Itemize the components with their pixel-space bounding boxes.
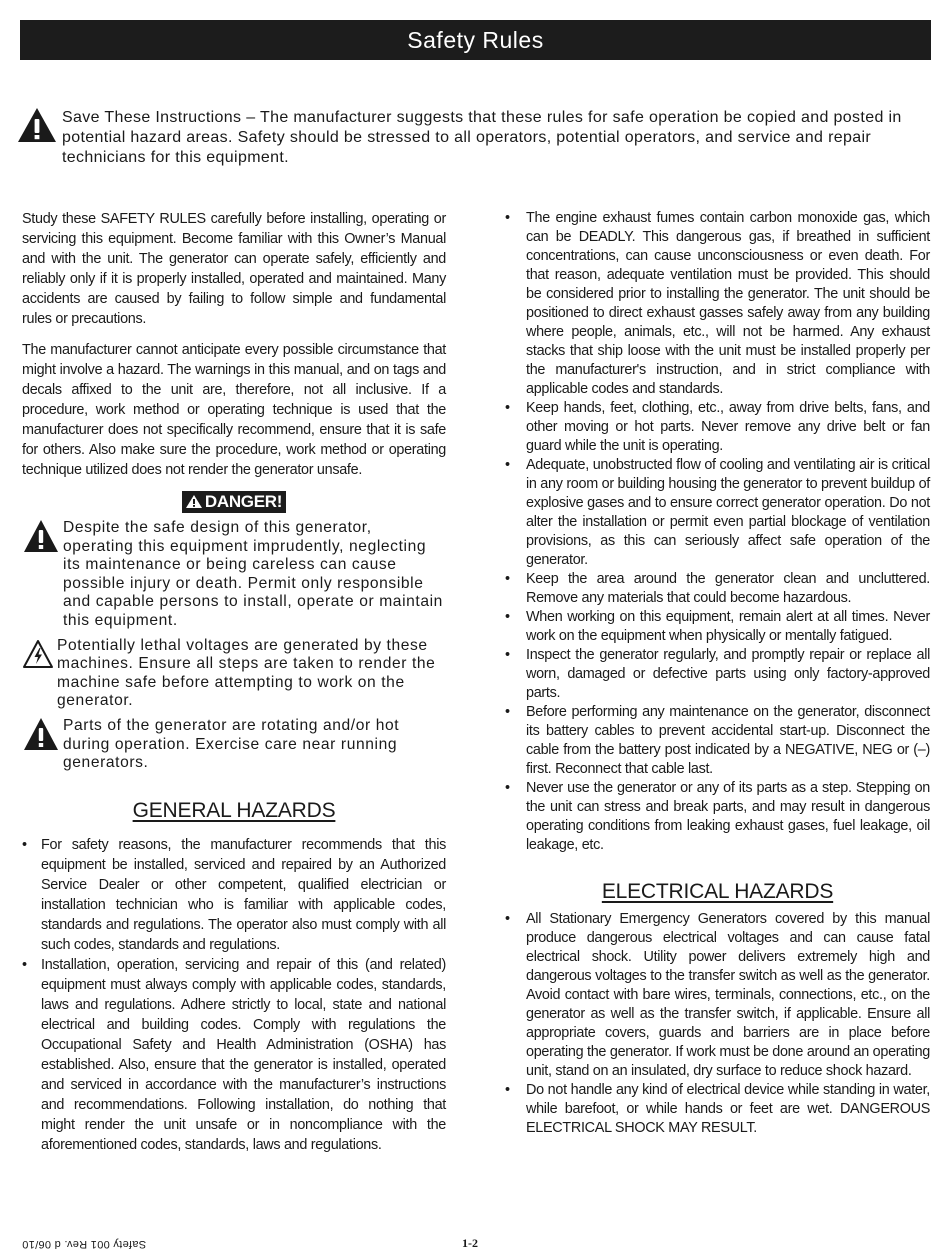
list-item: • Installation, operation, servicing and repair of this (and related) equipment must always comply with applicable codes, standards, laws and regulations. Adhere strictly to local, state and national electrical and building codes. Comply with regulations the Occupational Safety and Health Administration (OSHA) has established. Also, ensure that the generator is installed, operated and serviced in accordance with the manufacturer’s instructions and recommendations. Following installation, do nothing that might render the unit unsafe or in noncompliance with the aforementioned codes, standards, laws and regulations.: [22, 955, 446, 1155]
hazard-text: Parts of the generator are rotating and/or hot during operation. Exercise care near running generators.: [63, 716, 400, 772]
disclaimer-paragraph: The manufacturer cannot anticipate every possible circumstance that might involve a hazard. The warnings in this manual, and on tags and decals affixed to the unit are, therefore, not all inclusive. If a procedure, work method or operating technique is used that the manufacturer does not specifically recommend, ensure that it is safe for others. Also make sure the procedure, work method or operating technique utilized does not render the generator unsafe.: [22, 342, 446, 478]
hazard-notice: [22, 717, 446, 773]
danger-text: DANGER!: [204, 492, 283, 511]
electrical-hazards-list: [505, 910, 930, 1138]
list-item: • When working on this equipment, remain alert at all times. Never work on the equipment when physically or mentally fatigued.: [505, 608, 930, 646]
general-hazards-list: [22, 835, 446, 1155]
list-item: • Before performing any maintenance on the generator, disconnect its battery cables to prevent accidental start-up. Disconnect the cable from the battery post indicated by a NEGATIVE, NEG or (–) first. Reconnect that cable last.: [505, 703, 930, 779]
list-item: • The engine exhaust fumes contain carbon monoxide gas, which can be DEADLY. This dangerous gas, if breathed in sufficient concentrations, can cause unconsciousness or even death. For that reason, adequate ventilation must be provided. This should be considered prior to installing the generator. The unit should be positioned to direct exhaust gasses safely away from any building where people, animals, etc., will not be harmed. Any exhaust stacks that ship loose with the unit must be installed properly per the manufacturer's instruction, and in strict compliance with applicable codes and standards.: [505, 209, 930, 399]
electrical-hazards-heading: ELECTRICAL HAZARDS: [601, 880, 834, 903]
intro-paragraph: Study these SAFETY RULES carefully before installing, operating or servicing this equipment. Become familiar with this Owner’s Manual and with the unit. The generator can operate safely, efficiently and reliably only if it is properly installed, operated and maintained. Many accidents are caused by failing to follow simple and fundamental rules or precautions.: [22, 211, 446, 327]
page-number: 1-2: [462, 1236, 478, 1250]
electric-shock-icon: [22, 639, 54, 669]
list-item: • Keep hands, feet, clothing, etc., away from drive belts, fans, and other moving or hot parts. Never remove any drive belt or fan guard while the unit is operating.: [505, 399, 930, 456]
hazard-notice: [22, 519, 446, 631]
list-item: • Adequate, unobstructed flow of cooling and ventilating air is critical in any room or building housing the generator to prevent buildup of explosive gases and to ensure correct generator operation. Do not alter the installation or permit even partial blockage of ventilation provisions, as this can seriously affect safe operation of the generator.: [505, 456, 930, 570]
list-item: • For safety reasons, the manufacturer recommends that this equipment be installed, serviced and repaired by an Authorized Service Dealer or other competent, qualified electrician or installation technician who is familiar with applicable codes, standards and regulations. The operator also must comply with all such codes, standards and regulations.: [22, 835, 446, 955]
warning-triangle-icon: [22, 716, 60, 752]
list-item: • Never use the generator or any of its parts as a step. Stepping on the unit can stress and break parts, and may result in dangerous operating conditions from leaking exhaust gases, fuel leakage, oil leakage, etc.: [505, 779, 930, 855]
hazard-text: Potentially lethal voltages are generated by these machines. Ensure all steps are taken to render the machine safe before attempting to work on the generator.: [57, 636, 436, 710]
hazard-text: Despite the safe design of this generator, operating this equipment imprudently, neglecting its maintenance or being careless can cause possible injury or death. Permit only responsible and capable persons to install, operate or maintain this equipment.: [63, 519, 443, 629]
list-item: • Inspect the generator regularly, and promptly repair or replace all worn, damaged or defective parts using only factory-approved parts.: [505, 646, 930, 703]
right-column: [505, 209, 930, 1138]
intro-notice: Save These Instructions – The manufacturer suggests that these rules for safe operation be copied and posted in potential hazard areas. Safety should be stressed to all operators, potential operators, and service and repair technicians for this equipment.: [62, 109, 902, 166]
warning-triangle-icon: [22, 518, 60, 554]
list-item: • Keep the area around the generator clean and uncluttered. Remove any materials that could become hazardous.: [505, 570, 930, 608]
list-item: • Do not handle any kind of electrical device while standing in water, while barefoot, or while hands or feet are wet. DANGEROUS ELECTRICAL SHOCK MAY RESULT.: [505, 1081, 930, 1138]
hazard-notice: [22, 637, 446, 711]
left-column: [22, 209, 446, 1155]
warning-triangle-icon: [16, 106, 58, 144]
document-revision-code: Safety 001 Rev. d 06/10: [22, 1238, 147, 1250]
general-hazards-heading: GENERAL HAZARDS: [132, 798, 336, 822]
list-item: • All Stationary Emergency Generators covered by this manual produce dangerous electrical voltages and can cause fatal electrical shock. Utility power delivers extremely high and dangerous voltages to the transfer switch as well as the generator. Avoid contact with bare wires, terminals, connections, etc., on the generator as well as the transfer switch, if applicable. Ensure all appropriate covers, guards and barriers are in place before operating the generator. If work must be done around an operating unit, stand on an insulated, dry surface to reduce shock hazard.: [505, 910, 930, 1081]
page-title-bar: [20, 20, 931, 60]
safety-list: [505, 209, 930, 855]
danger-label: [182, 491, 286, 513]
page-title: Safety Rules: [407, 26, 544, 53]
warning-triangle-icon: [185, 494, 203, 509]
danger-banner: [22, 491, 446, 513]
